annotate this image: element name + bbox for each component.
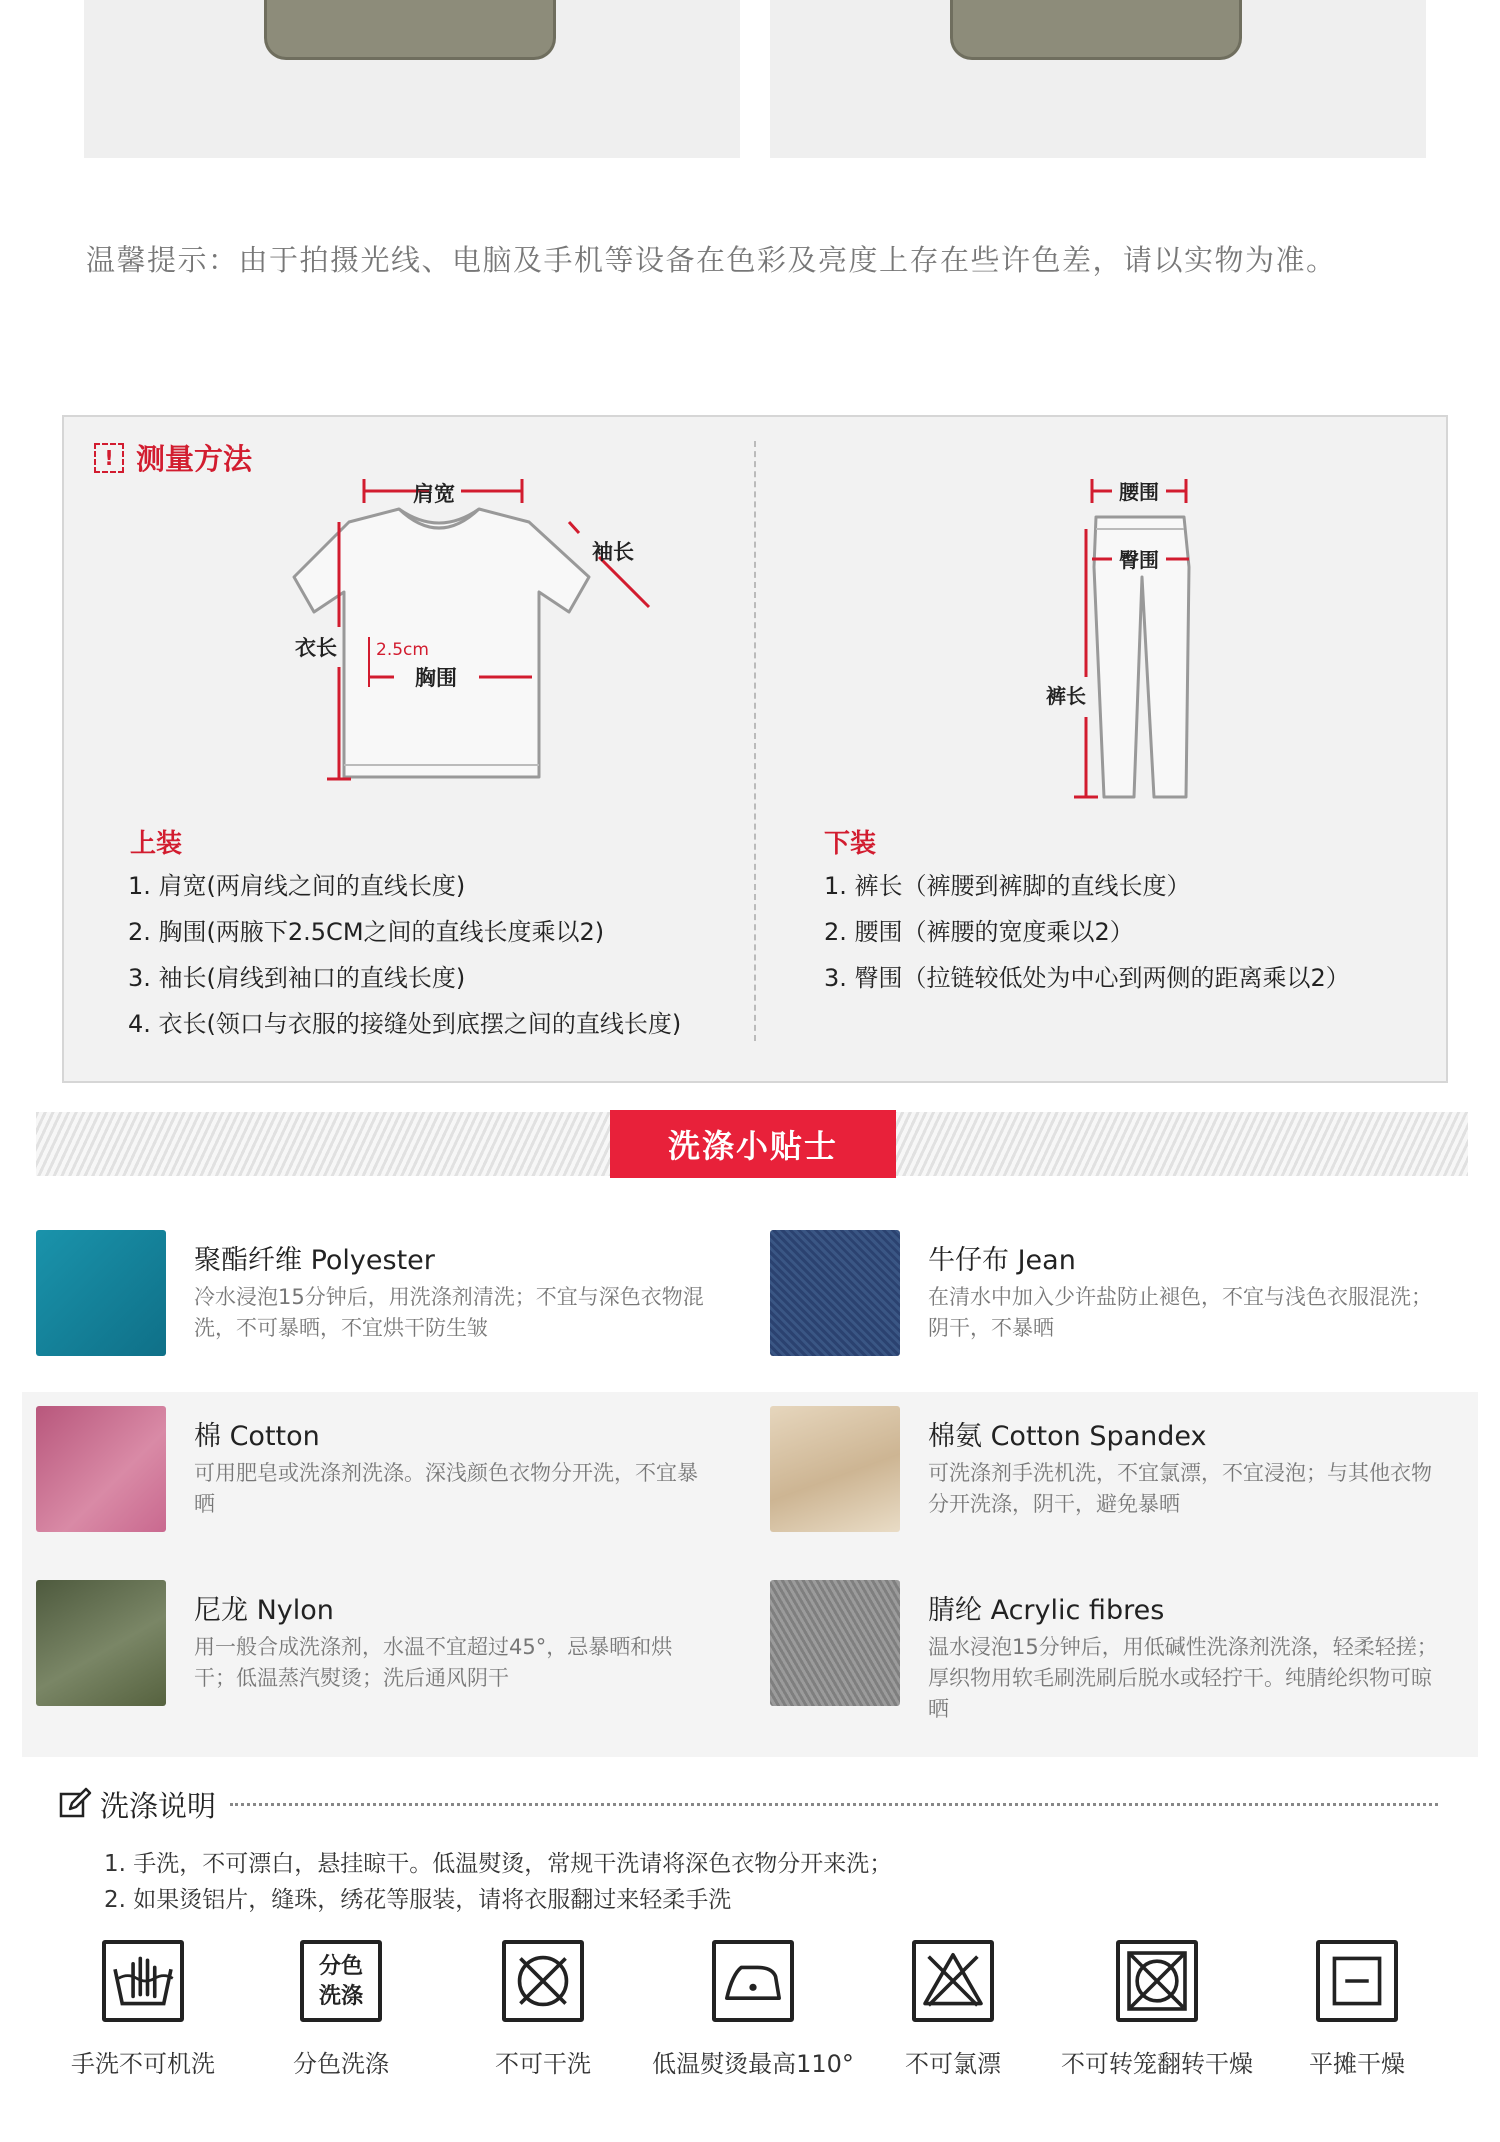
no-tumble-dry-icon [1116, 1940, 1198, 2022]
no-dry-clean-icon [502, 1940, 584, 2022]
trousers-diagram [994, 467, 1224, 827]
edit-icon [58, 1787, 92, 1821]
list-item: 3. 袖长(肩线到袖口的直线长度) [128, 964, 466, 992]
waist-label: 腰围 [1119, 480, 1159, 504]
care-label: 分色洗涤 [293, 2050, 389, 2078]
wash-instructions-header [58, 1782, 1438, 1826]
care-separate-wash [236, 1940, 446, 2078]
fabric-desc: 温水浸泡15分钟后，用低碱性洗涤剂洗涤，轻柔轻搓；厚织物用软毛刷洗刷后脱水或轻拧干。纯腈纶织物可晾晒 [928, 1635, 1438, 1721]
fabric-name: 尼龙 Nylon [194, 1595, 334, 1626]
fabric-name: 棉 Cotton [194, 1421, 320, 1452]
dotted-rule [230, 1803, 1438, 1806]
bottom-measure-list [824, 863, 1350, 1001]
top-category-label: 上装 [130, 829, 183, 859]
hip-label: 臀围 [1119, 548, 1159, 572]
fabric-card-nylon [36, 1580, 736, 1720]
care-iron-low [648, 1940, 858, 2078]
fabric-name: 聚酯纤维 Polyester [194, 1245, 435, 1276]
no-bleach-icon [912, 1940, 994, 2022]
hand-wash-icon [102, 1940, 184, 2022]
fabric-swatch [36, 1580, 166, 1706]
care-no-bleach [848, 1940, 1058, 2078]
separate-wash-icon-text: 分色洗涤 [318, 1954, 363, 2009]
separate-wash-icon [300, 1940, 382, 2022]
fabric-swatch [770, 1406, 900, 1532]
care-hand-wash [38, 1940, 248, 2078]
care-label: 不可干洗 [495, 2050, 591, 2078]
care-label: 不可氯漂 [905, 2050, 1001, 2078]
care-label: 低温熨烫最高110° [652, 2050, 854, 2078]
fabric-card-polyester [36, 1230, 736, 1370]
measurement-title-text: 测量方法 [136, 442, 253, 476]
list-item: 1. 肩宽(两肩线之间的直线长度) [128, 872, 466, 900]
fabric-name: 腈纶 Acrylic fibres [928, 1595, 1165, 1626]
fabric-swatch [770, 1580, 900, 1706]
fabric-desc: 在清水中加入少许盐防止褪色，不宜与浅色衣服混洗；阴干，不暴晒 [928, 1285, 1432, 1340]
list-item: 2. 腰围（裤腰的宽度乘以2） [824, 918, 1134, 946]
top-measure-list [128, 863, 681, 1047]
chest-label: 胸围 [415, 666, 457, 690]
tips-banner-label: 洗涤小贴士 [610, 1110, 896, 1178]
fabric-desc: 用一般合成洗涤剂，水温不宜超过45°，忌暴晒和烘干；低温蒸汽熨烫；洗后通风阴干 [194, 1635, 673, 1690]
fabric-desc: 可用肥皂或洗涤剂洗涤。深浅颜色衣物分开洗，不宜暴晒 [194, 1461, 698, 1516]
iron-low-icon [712, 1940, 794, 2022]
fabric-name: 牛仔布 Jean [928, 1245, 1076, 1276]
wash-list [104, 1846, 892, 1918]
fabric-card-cotton-spandex [770, 1406, 1470, 1546]
care-label: 手洗不可机洗 [71, 2050, 215, 2078]
list-item: 2. 如果烫铝片，缝珠，绣花等服装，请将衣服翻过来轻柔手洗 [104, 1887, 732, 1913]
trousers-length-label: 裤长 [1046, 684, 1086, 708]
bottom-category-label: 下装 [824, 829, 877, 859]
list-item: 1. 裤长（裤腰到裤脚的直线长度） [824, 872, 1191, 900]
warm-tip: 温馨提示：由于拍摄光线、电脑及手机等设备在色彩及亮度上存在些许色差，请以实物为准。 [86, 243, 1337, 277]
fabric-desc: 冷水浸泡15分钟后，用洗涤剂清洗；不宜与深色衣物混洗，不可暴晒，不宜烘干防生皱 [194, 1285, 704, 1340]
list-item: 2. 胸围(两腋下2.5CM之间的直线长度乘以2) [128, 918, 605, 946]
tshirt-diagram [224, 467, 664, 827]
care-flat-dry [1252, 1940, 1462, 2078]
care-no-tumble-dry [1052, 1940, 1262, 2078]
list-item: 1. 手洗，不可漂白，悬挂晾干。低温熨烫，常规干洗请将深色衣物分开来洗； [104, 1851, 893, 1877]
product-photo-left [84, 0, 740, 158]
fabric-swatch [770, 1230, 900, 1356]
care-label: 平摊干燥 [1309, 2050, 1405, 2078]
fabric-card-acrylic [770, 1580, 1470, 1720]
fabric-swatch [36, 1406, 166, 1532]
fabric-name: 棉氨 Cotton Spandex [928, 1421, 1207, 1452]
shoulder-label: 肩宽 [413, 482, 455, 506]
flat-dry-icon [1316, 1940, 1398, 2022]
offset-label: 2.5cm [376, 640, 429, 660]
garment-image [264, 0, 556, 60]
care-no-dry-clean [438, 1940, 648, 2078]
fabric-desc: 可洗涤剂手洗机洗，不宜氯漂，不宜浸泡；与其他衣物分开洗涤，阴干，避免暴晒 [928, 1461, 1432, 1516]
length-label: 衣长 [295, 636, 337, 660]
fabric-swatch [36, 1230, 166, 1356]
list-item: 3. 臀围（拉链较低处为中心到两侧的距离乘以2） [824, 964, 1350, 992]
wash-title: 洗涤说明 [100, 1788, 217, 1823]
measurement-panel [62, 415, 1448, 1083]
sleeve-label: 袖长 [592, 540, 634, 564]
alert-icon: ! [94, 443, 124, 473]
care-label: 不可转笼翻转干燥 [1061, 2050, 1253, 2078]
product-photo-right [770, 0, 1426, 158]
fabric-card-cotton [36, 1406, 736, 1546]
divider [754, 441, 756, 1041]
fabric-card-jean [770, 1230, 1470, 1370]
list-item: 4. 衣长(领口与衣服的接缝处到底摆之间的直线长度) [128, 1010, 682, 1038]
garment-image [950, 0, 1242, 60]
